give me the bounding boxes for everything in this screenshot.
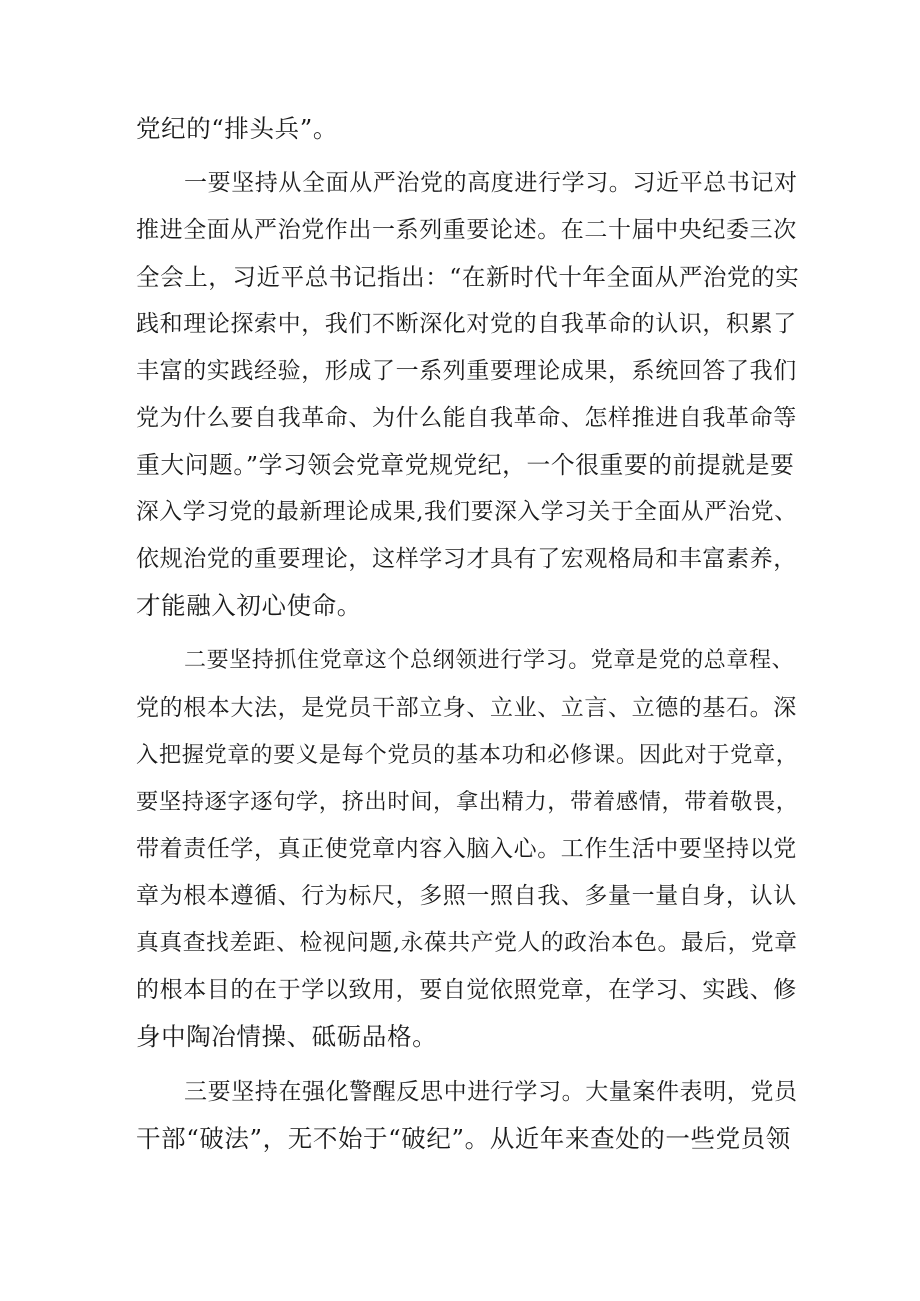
text-line-1: 党纪的“排头兵”。 (136, 114, 338, 143)
text-line-19: 的根本目的在于学以致用，要自觉依照党章，在学习、实践、修 (136, 977, 797, 1003)
text-line-16: 带着责任学，真正使党章内容入脑入心。工作生活中要坚持以党 (136, 836, 797, 862)
text-line-18: 真真查找差距、检视问题,永葆共产党人的政治本色。最后，党章 (136, 930, 798, 956)
text-line-15: 要坚持逐字逐句学，挤出时间，拿出精力，带着感情，带着敬畏， (136, 789, 799, 815)
text-line-17: 章为根本遵循、行为标尺，多照一照自我、多量一量自身，认认 (136, 883, 797, 909)
text-line-3: 推进全面从严治党作出一系列重要论述。在二十届中央纪委三次 (136, 217, 797, 243)
text-line-10: 依规治党的重要理论，这样学习才具有了宏观格局和丰富素养， (136, 546, 797, 572)
text-line-7: 党为什么要自我革命、为什么能自我革命、怎样推进自我革命等 (136, 405, 797, 431)
text-line-9: 深入学习党的最新理论成果,我们要深入学习关于全面从严治党、 (136, 499, 798, 525)
text-line-13: 党的根本大法，是党员干部立身、立业、立言、立德的基石。深 (136, 695, 797, 721)
text-line-20: 身中陶冶情操、砥砺品格。 (136, 1022, 438, 1051)
text-line-14: 入把握党章的要义是每个党员的基本功和必修课。因此对于党章， (136, 742, 799, 768)
text-line-21: 三要坚持在强化警醒反思中进行学习。大量案件表明，党员 (184, 1079, 798, 1105)
text-line-12: 二要坚持抓住党章这个总纲领进行学习。党章是党的总章程、 (184, 648, 795, 673)
text-line-4: 全会上，习近平总书记指出：“在新时代十年全面从严治党的实 (136, 263, 800, 291)
text-line-5: 践和理论探索中，我们不断深化对党的自我革命的认识，积累了 (136, 311, 797, 337)
text-line-2: 一要坚持从全面从严治党的高度进行学习。习近平总书记对 (184, 170, 798, 196)
text-line-6: 丰富的实践经验，形成了一系列重要理论成果，系统回答了我们 (136, 358, 797, 384)
text-line-11: 才能融入初心使命。 (136, 591, 362, 620)
text-line-8: 重大问题。”学习领会党章党规党纪，一个很重要的前提就是要 (136, 451, 795, 479)
text-line-22: 干部“破法”，无不始于“破纪”。从近年来查处的一些党员领 (136, 1124, 791, 1153)
